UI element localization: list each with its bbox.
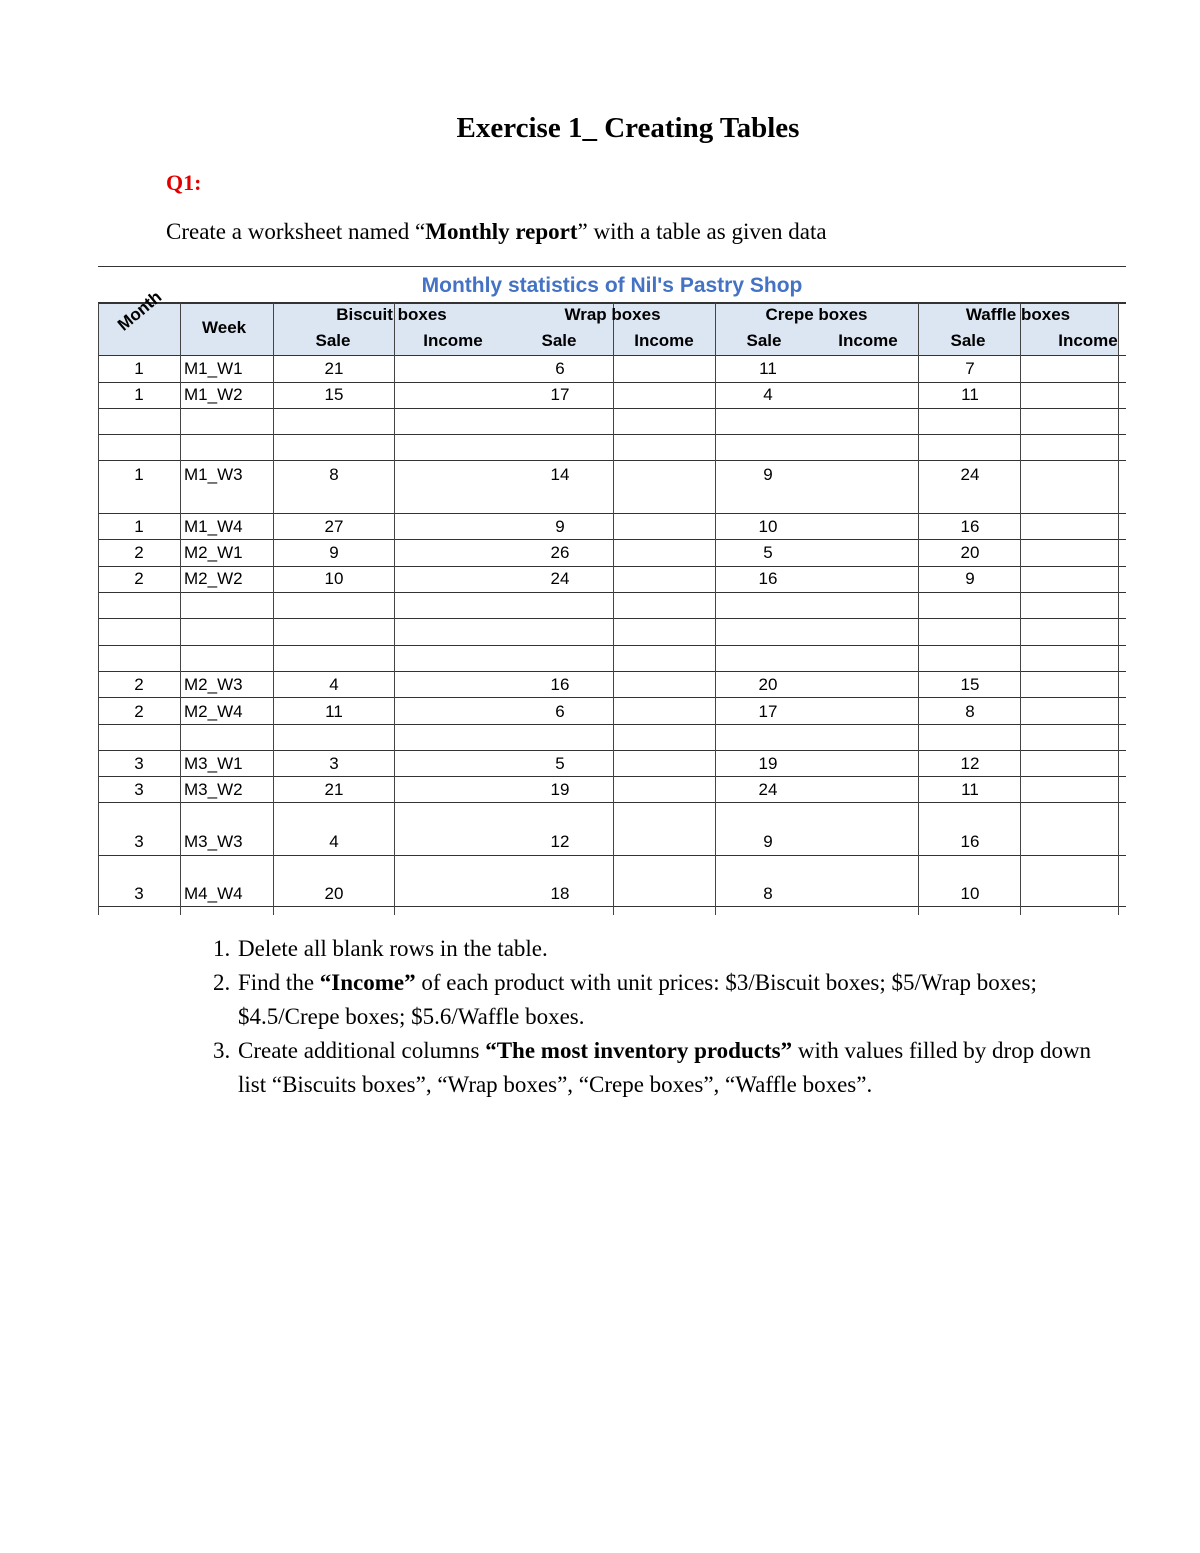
- table-cell-crepe: 5: [763, 543, 773, 562]
- table-cell-week: M1_W2: [184, 385, 243, 404]
- task-text: Find the: [238, 970, 320, 995]
- table-cell-wrap: 24: [550, 569, 570, 588]
- grid-line-h: [98, 513, 1126, 514]
- table-cell-week: M1_W4: [184, 517, 243, 536]
- income-header: Income: [1058, 331, 1118, 350]
- table-cell-month: 2: [134, 702, 144, 721]
- grid-line-h: [98, 697, 1126, 698]
- table-cell-waffle: 10: [960, 884, 980, 903]
- table-cell-wrap: 19: [550, 780, 570, 799]
- table-cell-biscuit: 21: [324, 359, 344, 378]
- grid-line-h: [98, 906, 1126, 907]
- grid-line-h: [98, 460, 1126, 461]
- grid-line-v: [715, 329, 716, 355]
- table-cell-month: 2: [134, 543, 144, 562]
- grid-line-h: [98, 855, 1126, 856]
- table-cell-biscuit: 3: [329, 754, 339, 773]
- table-cell-crepe: 17: [758, 702, 778, 721]
- instruction-text: [166, 219, 827, 245]
- grid-line-v: [918, 329, 919, 355]
- table-cell-biscuit: 9: [329, 543, 339, 562]
- grid-line-v: [1020, 303, 1021, 915]
- table-cell-week: M2_W2: [184, 569, 243, 588]
- task-item: [236, 932, 1096, 966]
- income-header: Income: [838, 331, 898, 350]
- task-text: Delete all blank rows in the table.: [238, 936, 548, 961]
- table-cell-biscuit: 8: [329, 465, 339, 484]
- task-item: [236, 966, 1096, 1034]
- table-cell-week: M2_W4: [184, 702, 243, 721]
- table-cell-month: 1: [134, 359, 144, 378]
- table-cell-week: M2_W1: [184, 543, 243, 562]
- sale-header: Sale: [315, 331, 351, 350]
- table-cell-wrap: 18: [550, 884, 570, 903]
- table-cell-waffle: 12: [960, 754, 980, 773]
- week-header: Week: [202, 318, 247, 337]
- instruction-prefix: Create a worksheet named “: [166, 219, 426, 244]
- table-cell-wrap: 26: [550, 543, 570, 562]
- table-cell-waffle: 8: [965, 702, 975, 721]
- question-label: Q1:: [166, 170, 202, 195]
- worksheet-name: Monthly report: [425, 219, 578, 244]
- grid-line-v: [918, 303, 919, 915]
- group-header: Biscuit boxes: [336, 305, 447, 324]
- task-emphasis: “The most inventory products”: [485, 1038, 793, 1063]
- table-cell-month: 1: [134, 465, 144, 484]
- grid-line-v: [273, 329, 274, 355]
- table-cell-crepe: 10: [758, 517, 778, 536]
- grid-line-v: [613, 303, 614, 915]
- table-cell-biscuit: 11: [325, 702, 343, 721]
- grid-line-v: [1118, 303, 1119, 915]
- table-cell-biscuit: 4: [329, 832, 339, 851]
- table-cell-waffle: 11: [961, 780, 979, 799]
- table-cell-biscuit: 27: [324, 517, 344, 536]
- grid-line-h: [98, 266, 1126, 267]
- table-cell-crepe: 16: [758, 569, 778, 588]
- income-header: Income: [634, 331, 694, 350]
- grid-line-h: [98, 671, 1126, 672]
- task-text: Create additional columns: [238, 1038, 486, 1063]
- table-cell-wrap: 17: [550, 385, 570, 404]
- grid-line-h: [98, 566, 1126, 567]
- table-cell-waffle: 16: [960, 832, 980, 851]
- table-cell-crepe: 9: [763, 465, 773, 484]
- sale-header: Sale: [541, 331, 577, 350]
- table-cell-waffle: 16: [960, 517, 980, 536]
- grid-line-h: [98, 408, 1126, 409]
- table-cell-month: 3: [134, 780, 144, 799]
- task-text: of each product with unit prices: $3/Biscuit boxes; $5/Wrap boxes; $4.5/Crepe boxes; $5.6/Waffle boxes.: [238, 970, 1037, 1029]
- grid-line-h: [98, 303, 1126, 304]
- table-cell-week: M3_W3: [184, 832, 243, 851]
- table-cell-waffle: 20: [960, 543, 980, 562]
- table-cell-month: 3: [134, 754, 144, 773]
- task-emphasis: “Income”: [319, 970, 416, 995]
- grid-line-h: [98, 539, 1126, 540]
- grid-line-h: [98, 355, 1126, 356]
- table-cell-week: M3_W1: [184, 754, 243, 773]
- table-cell-week: M1_W3: [184, 465, 243, 484]
- table-cell-month: 2: [134, 569, 144, 588]
- table-cell-wrap: 5: [555, 754, 565, 773]
- table-cell-week: M2_W3: [184, 675, 243, 694]
- table-cell-biscuit: 15: [324, 385, 344, 404]
- table-cell-waffle: 24: [960, 465, 980, 484]
- grid-line-h: [98, 724, 1126, 725]
- task-list: [196, 932, 1096, 1102]
- income-header: Income: [423, 331, 483, 350]
- table-cell-crepe: 24: [758, 780, 778, 799]
- page-title: Exercise 1_ Creating Tables: [456, 112, 800, 144]
- table-cell-crepe: 9: [763, 832, 773, 851]
- table-cell-week: M1_W1: [184, 359, 243, 378]
- group-header: Waffle boxes: [965, 305, 1071, 324]
- grid-line-h: [98, 776, 1126, 777]
- spreadsheet-table: [98, 266, 1126, 914]
- grid-line-v: [394, 329, 395, 355]
- instruction-suffix: ” with a table as given data: [577, 219, 827, 244]
- table-cell-crepe: 19: [758, 754, 778, 773]
- table-cell-month: 1: [134, 385, 144, 404]
- grid-line-v: [394, 303, 395, 915]
- sale-header: Sale: [950, 331, 986, 350]
- table-cell-crepe: 8: [763, 884, 773, 903]
- table-cell-month: 3: [134, 832, 144, 851]
- grid-line-v: [180, 303, 181, 915]
- task-text: with values filled by drop down list “Biscuits boxes”, “Wrap boxes”, “Crepe boxes”, “Waffle boxes”.: [238, 1038, 1092, 1097]
- table-cell-crepe: 20: [758, 675, 778, 694]
- table-cell-wrap: 9: [555, 517, 565, 536]
- table-cell-wrap: 6: [555, 359, 565, 378]
- grid-line-h: [98, 802, 1126, 803]
- grid-line-h: [98, 434, 1126, 435]
- table-cell-waffle: 9: [965, 569, 975, 588]
- table-cell-biscuit: 21: [324, 780, 344, 799]
- table-cell-wrap: 14: [550, 465, 570, 484]
- grid-line-h: [98, 750, 1126, 751]
- grid-line-h: [98, 592, 1126, 593]
- grid-line-h: [98, 382, 1126, 383]
- table-cell-waffle: 15: [960, 675, 980, 694]
- table-cell-waffle: 7: [965, 359, 975, 378]
- group-header: Crepe boxes: [765, 305, 868, 324]
- table-cell-biscuit: 20: [324, 884, 344, 903]
- table-banner: Monthly statistics of Nil's Pastry Shop: [421, 274, 803, 297]
- grid-line-h: [98, 645, 1126, 646]
- grid-line-v: [715, 303, 716, 915]
- table-cell-biscuit: 4: [329, 675, 339, 694]
- table-cell-wrap: 16: [550, 675, 570, 694]
- table-cell-crepe: 4: [763, 385, 773, 404]
- table-cell-month: 1: [134, 517, 144, 536]
- grid-line-h: [98, 618, 1126, 619]
- table-cell-month: 2: [134, 675, 144, 694]
- table-cell-week: M4_W4: [184, 884, 243, 903]
- table-cell-crepe: 11: [759, 359, 777, 378]
- table-cell-waffle: 11: [961, 385, 979, 404]
- table-cell-wrap: 6: [555, 702, 565, 721]
- group-header: Wrap boxes: [564, 305, 661, 324]
- sale-header: Sale: [746, 331, 782, 350]
- table-cell-wrap: 12: [550, 832, 570, 851]
- task-item: [236, 1034, 1096, 1102]
- grid-line-v: [273, 303, 274, 915]
- table-cell-month: 3: [134, 884, 144, 903]
- grid-line-v: [1020, 329, 1021, 355]
- table-cell-week: M3_W2: [184, 780, 243, 799]
- month-header: Month: [114, 287, 166, 335]
- table-cell-biscuit: 10: [324, 569, 344, 588]
